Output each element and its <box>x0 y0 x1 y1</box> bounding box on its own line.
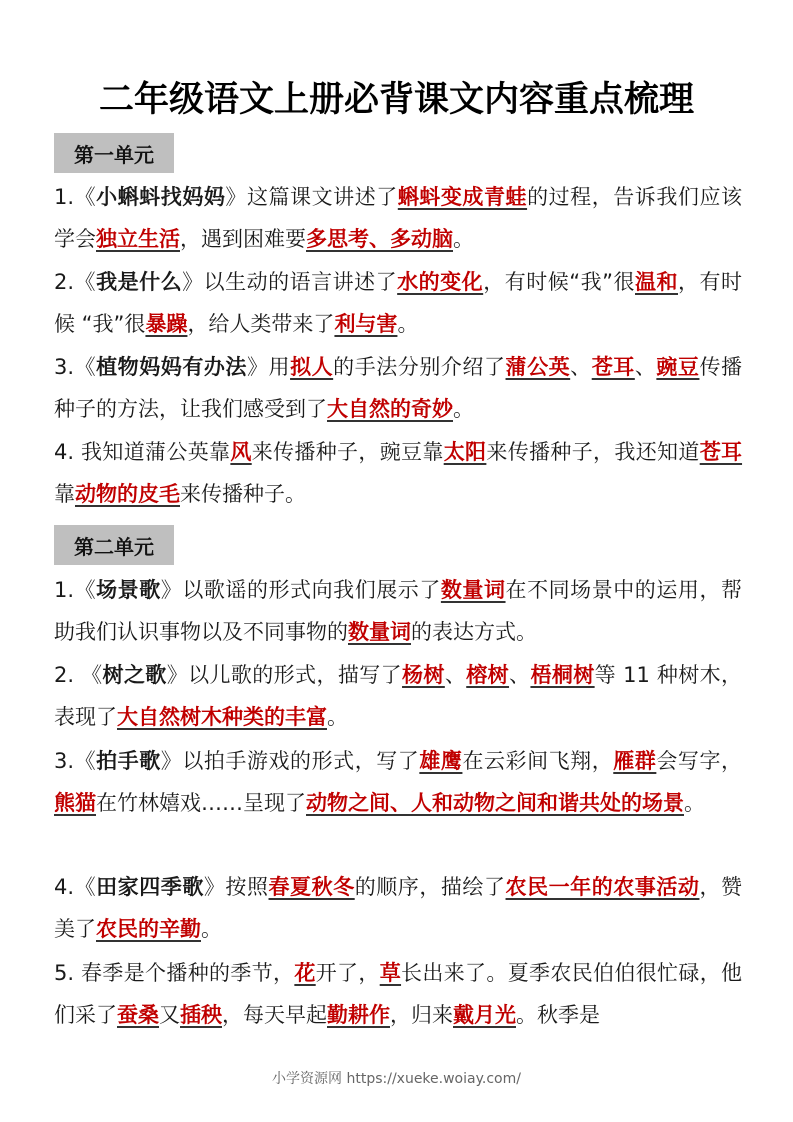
keyword-highlight: 苍耳 <box>699 440 743 464</box>
body-text: ，归来 <box>390 1003 453 1027</box>
keyword-highlight: 雄鹰 <box>419 749 463 773</box>
keyword-highlight: 暴躁 <box>145 312 188 336</box>
keyword-highlight: 温和 <box>635 270 679 294</box>
body-text: 会写字， <box>656 749 742 773</box>
keyword-highlight: 蒲公英 <box>505 355 571 379</box>
lesson-title: 我是什么 <box>96 270 183 294</box>
keyword-highlight: 花 <box>294 961 316 985</box>
body-text: 3.《 <box>54 355 97 379</box>
body-text: 来传播种子，我还知道 <box>486 440 700 464</box>
body-text: 》这篇课文讲述了 <box>225 185 398 209</box>
keyword-highlight: 蚕桑 <box>117 1003 159 1027</box>
body-text: 3.《 <box>54 749 97 773</box>
unit2-item-1 <box>54 569 742 653</box>
keyword-highlight: 雁群 <box>613 749 657 773</box>
keyword-highlight: 水的变化 <box>397 270 484 294</box>
lesson-title: 场景歌 <box>96 578 161 602</box>
keyword-highlight: 拟人 <box>290 355 334 379</box>
keyword-highlight: 太阳 <box>443 440 487 464</box>
keyword-highlight: 大自然树木种类的丰富 <box>117 705 327 729</box>
unit2-item-3 <box>54 740 742 824</box>
footer-source: 小学资源网 https://xueke.woiay.com/ <box>272 1071 521 1087</box>
lesson-title: 小蝌蚪找妈妈 <box>96 185 226 209</box>
unit1-item-2 <box>54 261 742 345</box>
body-text: 、 <box>444 663 467 687</box>
keyword-highlight: 利与害 <box>334 312 398 336</box>
body-text: 长出来了。夏季农民伯伯很忙碌，他们采了 <box>54 961 743 1027</box>
body-text: 。秋季是 <box>516 1003 600 1027</box>
body-text: 》以生动的语言讲述了 <box>182 270 398 294</box>
keyword-highlight: 戴月光 <box>453 1003 516 1027</box>
lesson-title: 树之歌 <box>102 663 167 687</box>
lesson-title: 植物妈妈有办法 <box>96 355 247 379</box>
body-text: 2.《 <box>54 270 97 294</box>
body-text: 》以拍手游戏的形式，写了 <box>160 749 420 773</box>
body-text: 。 <box>684 791 705 815</box>
keyword-highlight: 动物之间、人和动物之间和谐共处的场景 <box>306 791 684 815</box>
keyword-highlight: 熊猫 <box>54 791 96 815</box>
keyword-highlight: 大自然的奇妙 <box>327 397 453 421</box>
lesson-title: 田家四季歌 <box>96 875 204 899</box>
keyword-highlight: 农民一年的农事活动 <box>505 875 700 899</box>
keyword-highlight: 插秧 <box>180 1003 222 1027</box>
body-text: 靠 <box>54 482 75 506</box>
unit1-item-4 <box>54 431 742 515</box>
body-text: 来传播种子。 <box>180 482 306 506</box>
body-text: ，每天早起 <box>222 1003 327 1027</box>
unit-header-2: 第二单元 <box>54 525 174 565</box>
keyword-highlight: 梧桐树 <box>530 663 595 687</box>
keyword-highlight: 数量词 <box>440 578 506 602</box>
keyword-highlight: 杨树 <box>402 663 445 687</box>
keyword-highlight: 动物的皮毛 <box>75 482 180 506</box>
body-text: 。 <box>201 917 222 941</box>
keyword-highlight: 勤耕作 <box>327 1003 390 1027</box>
body-text: 传播种子的方法，让我们感受到了 <box>54 355 742 421</box>
body-text: 。 <box>327 705 348 729</box>
unit-header-1: 第一单元 <box>54 133 174 173</box>
keyword-highlight: 数量词 <box>348 620 411 644</box>
page-title: 二年级语文上册必背课文内容重点梳理 <box>98 80 694 120</box>
body-text: 、 <box>634 355 657 379</box>
body-text: 。 <box>397 312 419 336</box>
unit1-item-3 <box>54 346 742 430</box>
keyword-highlight: 多思考、多动脑 <box>306 227 453 251</box>
body-text: ，有时候 “我”很 <box>54 270 743 336</box>
body-text: 、 <box>570 355 592 379</box>
body-text: 。 <box>453 397 474 421</box>
body-text: 的顺序，描绘了 <box>354 875 506 899</box>
body-text: 》用 <box>246 355 291 379</box>
body-text: 4. 我知道蒲公英靠 <box>54 440 231 464</box>
keyword-highlight: 春夏秋冬 <box>268 875 355 899</box>
body-text: 又 <box>159 1003 180 1027</box>
body-text: 等 11 种树木，表现了 <box>54 663 743 729</box>
body-text: 》以歌谣的形式向我们展示了 <box>160 578 441 602</box>
body-text: 。 <box>453 227 474 251</box>
body-text: 开了， <box>315 961 380 985</box>
body-text: 5. 春季是个播种的季节， <box>54 961 295 985</box>
body-text: 的手法分别介绍了 <box>333 355 506 379</box>
keyword-highlight: 蝌蚪变成青蛙 <box>397 185 528 209</box>
keyword-highlight: 风 <box>230 440 252 464</box>
body-text: 来传播种子，豌豆靠 <box>251 440 444 464</box>
body-text: 4.《 <box>54 875 97 899</box>
lesson-title: 拍手歌 <box>96 749 161 773</box>
body-text: 、 <box>509 663 531 687</box>
keyword-highlight: 苍耳 <box>591 355 635 379</box>
unit2-item-2 <box>54 654 742 738</box>
body-text: 的表达方式。 <box>411 620 537 644</box>
body-text: 在竹林嬉戏……呈现了 <box>96 791 306 815</box>
body-text: 的过程，告诉我们应该学会 <box>54 185 742 251</box>
body-text: ，赞美了 <box>54 875 742 941</box>
body-text: ，给人类带来了 <box>187 312 335 336</box>
unit2-item-5 <box>54 952 742 1036</box>
body-text: 》按照 <box>203 875 269 899</box>
body-text: ，有时候“我”很 <box>483 270 635 294</box>
keyword-highlight: 独立生活 <box>96 227 180 251</box>
body-text: 在云彩间飞翔， <box>462 749 614 773</box>
body-text: ，遇到困难要 <box>180 227 306 251</box>
body-text: 2. 《 <box>54 663 103 687</box>
keyword-highlight: 榕树 <box>466 663 510 687</box>
body-text: 1.《 <box>54 185 97 209</box>
body-text: 在不同场景中的运用，帮助我们认识事物以及不同事物的 <box>54 578 742 644</box>
keyword-highlight: 草 <box>379 961 402 985</box>
keyword-highlight: 豌豆 <box>656 355 700 379</box>
unit1-item-1 <box>54 176 742 260</box>
unit2-item-4 <box>54 866 742 950</box>
body-text: 1.《 <box>54 578 97 602</box>
keyword-highlight: 农民的辛勤 <box>96 917 201 941</box>
body-text: 》以儿歌的形式，描写了 <box>166 663 403 687</box>
